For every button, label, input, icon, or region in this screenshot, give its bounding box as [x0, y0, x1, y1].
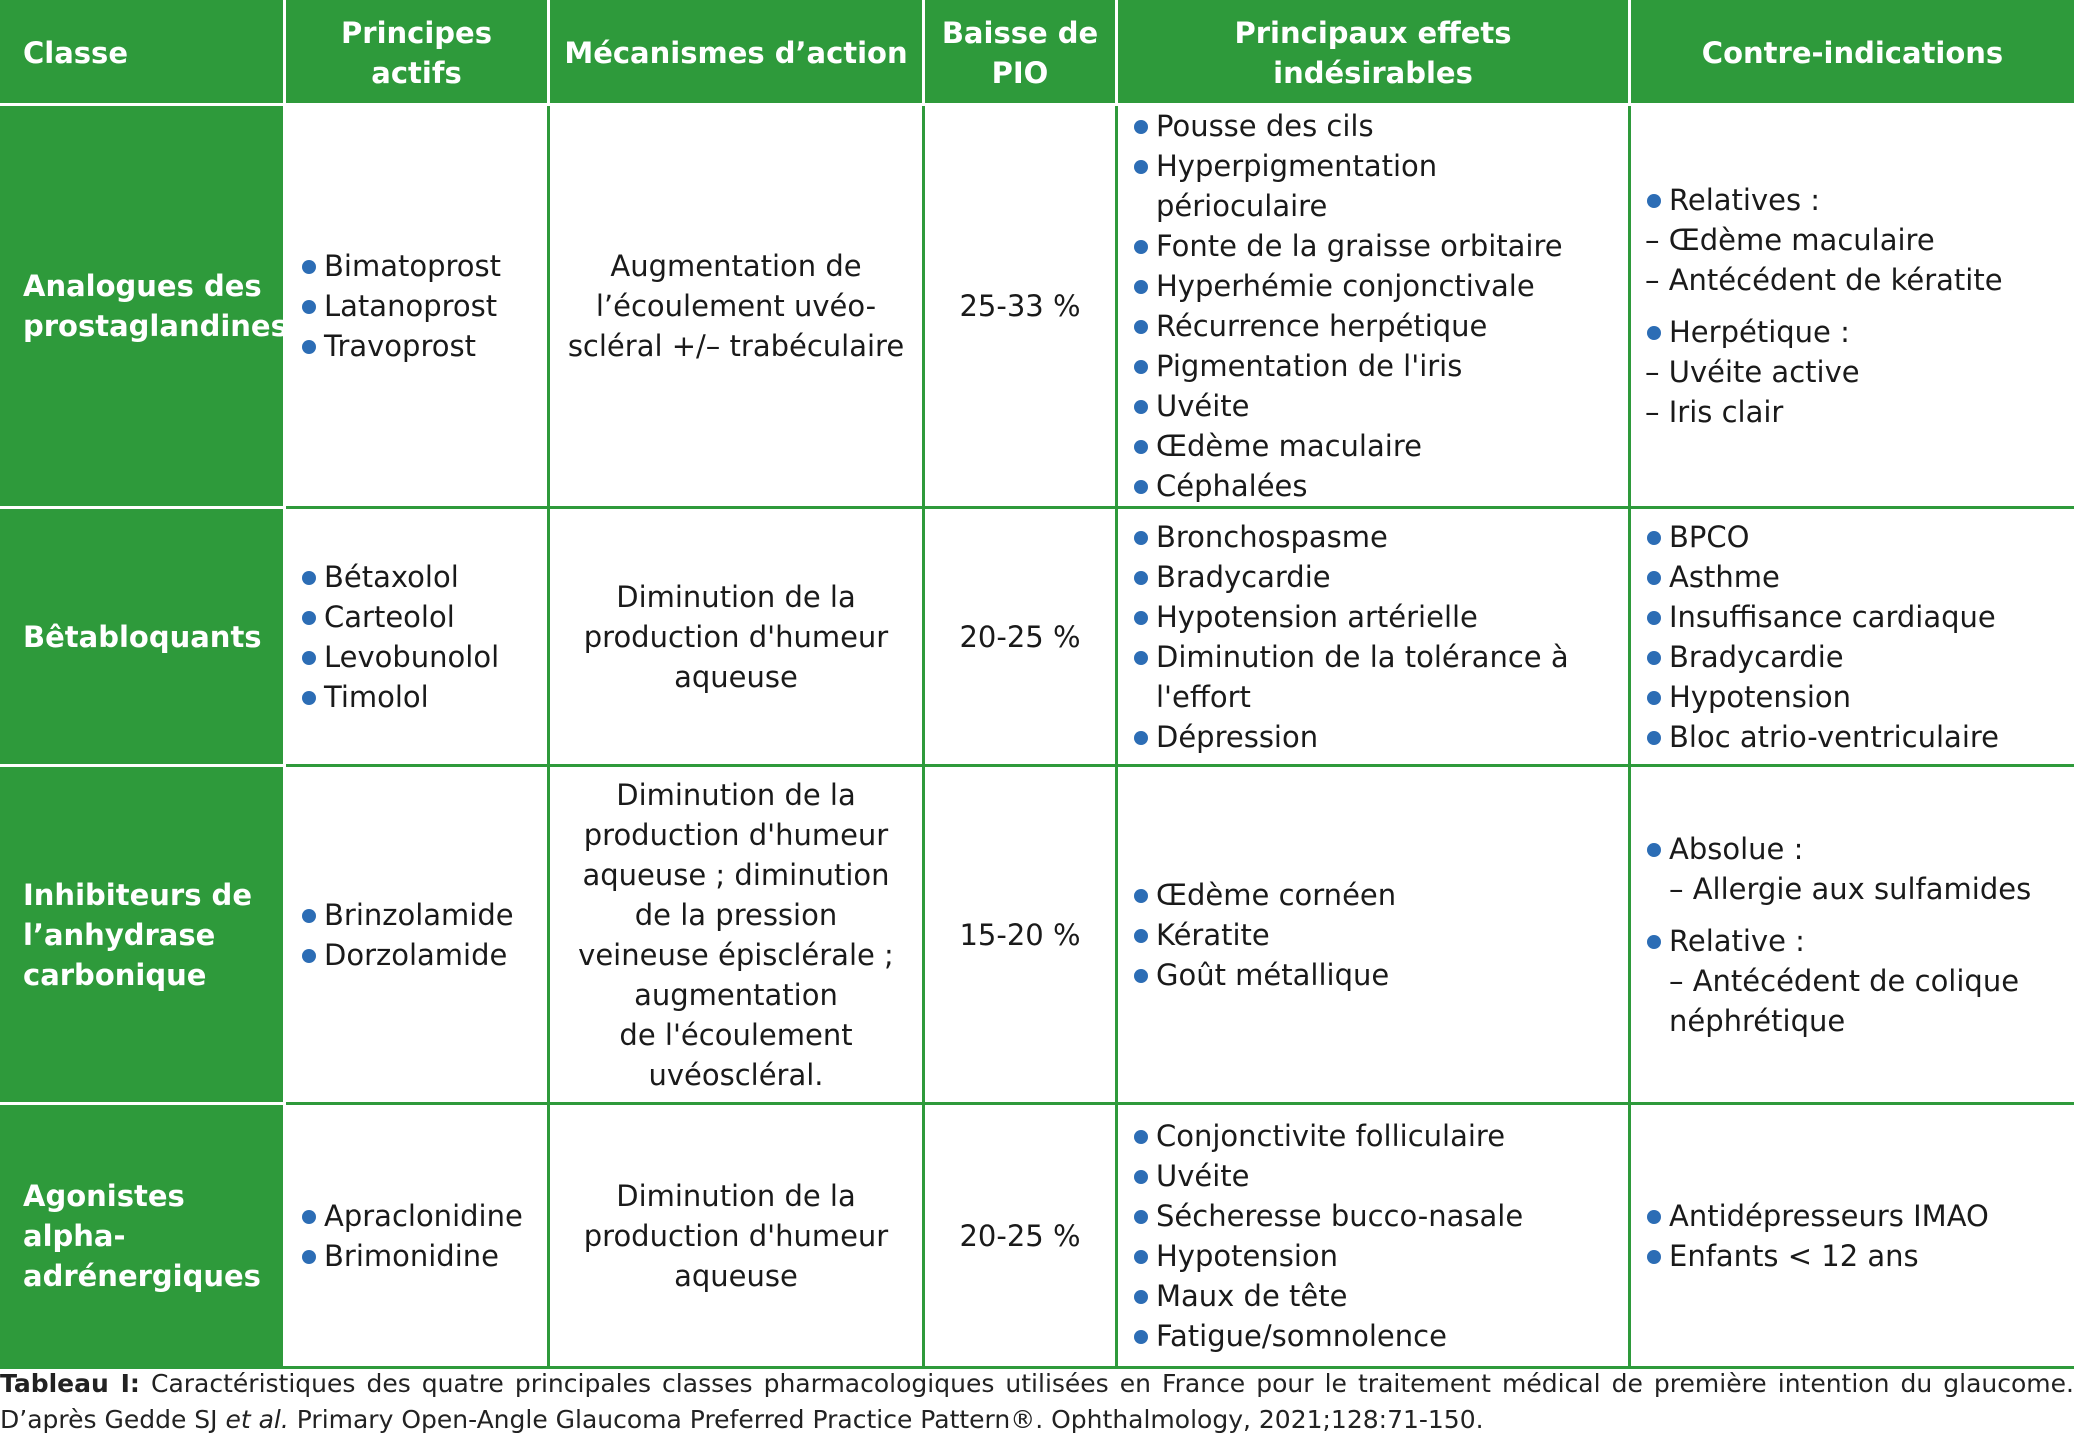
mecanisme-line: uvéoscléral. — [564, 1055, 908, 1095]
bullet-dot-icon — [1647, 843, 1661, 857]
list-item — [300, 557, 533, 597]
effets-list — [1132, 106, 1614, 506]
bullet-dot-icon — [1134, 1170, 1148, 1184]
list-item-text: Kératite — [1156, 918, 1270, 952]
bullet-dot-icon — [1134, 1330, 1148, 1344]
mecanisme-line: production d'humeur — [564, 1216, 908, 1256]
bullet-dot-icon — [1134, 571, 1148, 585]
list-item-text: Bradycardie — [1669, 640, 1844, 674]
mecanisme-cell — [549, 1104, 924, 1368]
list-item-text: Récurrence herpétique — [1156, 309, 1487, 343]
list-item — [1645, 921, 2060, 961]
list-item-text: Bétaxolol — [324, 560, 459, 594]
bullet-dot-icon — [1134, 929, 1148, 943]
bullet-dot-icon — [302, 691, 316, 705]
list-item-text: Uvéite — [1156, 389, 1250, 423]
contre-indications-list — [1645, 1196, 2060, 1276]
effets-list — [1132, 1116, 1614, 1356]
contre-indications-list — [1645, 517, 2060, 757]
list-item-text: Travoprost — [324, 329, 476, 363]
class-name-line: adrénergiques — [23, 1256, 269, 1296]
effets-list — [1132, 517, 1614, 757]
table-row — [2, 1104, 2074, 1368]
bullet-dot-icon — [302, 1210, 316, 1224]
list-item — [300, 637, 533, 677]
contre-group-head: Relatives : — [1669, 183, 1820, 217]
list-item-text: Asthme — [1669, 560, 1780, 594]
contre-indication-group — [1645, 921, 2060, 1041]
contre-group-head-list — [1645, 180, 2060, 220]
class-cell — [2, 105, 285, 508]
list-item — [1645, 677, 2060, 717]
list-item-text: Apraclonidine — [324, 1199, 523, 1233]
mecanisme-line: scléral +/– trabéculaire — [564, 326, 908, 366]
bullet-dot-icon — [1647, 1210, 1661, 1224]
contre-group-item: – Antécédent de kératite — [1645, 260, 2060, 300]
list-item — [1645, 717, 2060, 757]
bullet-dot-icon — [1134, 1210, 1148, 1224]
list-item — [1645, 517, 2060, 557]
principes-actifs-list — [300, 557, 533, 717]
effets-cell — [1117, 105, 1630, 508]
header-row — [2, 2, 2074, 105]
mecanisme-line: production d'humeur — [564, 815, 908, 855]
contre-indications-cell — [1630, 766, 2074, 1104]
contre-group-head-list — [1645, 312, 2060, 352]
class-name-line: carbonique — [23, 955, 269, 995]
list-item-text: Latanoprost — [324, 289, 497, 323]
list-item — [300, 895, 533, 935]
principes-actifs-list — [300, 1196, 533, 1276]
list-item-text: Bloc atrio-ventriculaire — [1669, 720, 1999, 754]
bullet-dot-icon — [1134, 611, 1148, 625]
bullet-dot-icon — [1134, 320, 1148, 334]
list-item-text: Hyperhémie conjonctivale — [1156, 269, 1535, 303]
caption-text-1: Caractéristiques des quatre principales classes pharmacologiques utilisées en France pour le traitement médical de première intention du glaucome. D’après Gedde SJ — [0, 1369, 2074, 1434]
list-item — [1132, 1196, 1614, 1236]
bullet-dot-icon — [1647, 571, 1661, 585]
bullet-dot-icon — [302, 909, 316, 923]
contre-indications-cell — [1630, 105, 2074, 508]
list-item — [1132, 226, 1614, 266]
list-item-text: Goût métallique — [1156, 958, 1389, 992]
mecanisme-cell — [549, 766, 924, 1104]
list-item — [1645, 1196, 2060, 1236]
contre-group-item: néphrétique — [1645, 1001, 2060, 1041]
mecanisme-line: augmentation — [564, 975, 908, 1015]
class-name-line: Agonistes — [23, 1176, 269, 1216]
contre-group-head: Absolue : — [1669, 832, 1803, 866]
bullet-dot-icon — [302, 571, 316, 585]
header-principes-actifs: Principes actifs — [285, 2, 549, 105]
bullet-dot-icon — [302, 260, 316, 274]
contre-indication-group — [1645, 829, 2060, 909]
bullet-dot-icon — [1647, 691, 1661, 705]
bullet-dot-icon — [1134, 240, 1148, 254]
list-item — [1132, 1276, 1614, 1316]
bullet-dot-icon — [1134, 1130, 1148, 1144]
caption-etal: et al. — [225, 1405, 288, 1434]
header-contre-indications: Contre-indications — [1630, 2, 2074, 105]
class-name-line: l’anhydrase — [23, 915, 269, 955]
list-item-text: Timolol — [324, 680, 429, 714]
header-effets: Principaux effets indésirables — [1117, 2, 1630, 105]
list-item — [1132, 1116, 1614, 1156]
bullet-dot-icon — [302, 611, 316, 625]
table-row — [2, 508, 2074, 766]
list-item — [1132, 597, 1614, 637]
list-item-text: Enfants < 12 ans — [1669, 1239, 1919, 1273]
bullet-dot-icon — [302, 300, 316, 314]
list-item — [300, 597, 533, 637]
list-item — [1132, 637, 1614, 717]
list-item — [1132, 517, 1614, 557]
list-item — [1132, 106, 1614, 146]
list-item — [1132, 915, 1614, 955]
contre-group-head: Relative : — [1669, 924, 1805, 958]
list-item — [1132, 386, 1614, 426]
list-item-text: Pigmentation de l'iris — [1156, 349, 1462, 383]
list-item-text: Céphalées — [1156, 469, 1308, 503]
bullet-dot-icon — [1647, 531, 1661, 545]
effets-cell — [1117, 1104, 1630, 1368]
list-item — [1645, 1236, 2060, 1276]
baisse-pio-cell: 20-25 % — [924, 508, 1117, 766]
bullet-dot-icon — [302, 1250, 316, 1264]
list-item — [300, 326, 533, 366]
list-item-text: Brinzolamide — [324, 898, 514, 932]
mecanisme-cell — [549, 508, 924, 766]
caption-label: Tableau I: — [0, 1369, 140, 1398]
bullet-dot-icon — [1134, 731, 1148, 745]
table-row — [2, 105, 2074, 508]
principes-actifs-cell — [285, 105, 549, 508]
bullet-dot-icon — [1647, 326, 1661, 340]
bullet-dot-icon — [1134, 440, 1148, 454]
class-name-line: Bêtabloquants — [23, 617, 269, 657]
list-item-text: Levobunolol — [324, 640, 499, 674]
list-item — [1132, 306, 1614, 346]
bullet-dot-icon — [1134, 120, 1148, 134]
list-item — [1132, 875, 1614, 915]
header-mecanismes: Mécanismes d’action — [549, 2, 924, 105]
baisse-pio-cell: 20-25 % — [924, 1104, 1117, 1368]
list-item — [1132, 955, 1614, 995]
bullet-dot-icon — [1647, 1250, 1661, 1264]
class-name-line: Inhibiteurs de — [23, 875, 269, 915]
class-name-line: prostaglandines — [23, 306, 269, 346]
list-item — [1132, 146, 1614, 226]
list-item-text: Œdème cornéen — [1156, 878, 1396, 912]
bullet-dot-icon — [302, 340, 316, 354]
list-item-text: BPCO — [1669, 520, 1749, 554]
contre-indications-cell — [1630, 508, 2074, 766]
list-item — [1132, 1236, 1614, 1276]
bullet-dot-icon — [1134, 480, 1148, 494]
bullet-dot-icon — [302, 949, 316, 963]
header-classe: Classe — [2, 2, 285, 105]
list-item — [1132, 266, 1614, 306]
list-item-text: Carteolol — [324, 600, 455, 634]
contre-group-item: – Iris clair — [1645, 392, 2060, 432]
bullet-dot-icon — [1647, 731, 1661, 745]
mecanisme-line: Diminution de la — [564, 1176, 908, 1216]
class-cell — [2, 1104, 285, 1368]
list-item-text: Fatigue/somnolence — [1156, 1319, 1447, 1353]
list-item — [300, 286, 533, 326]
bullet-dot-icon — [1134, 360, 1148, 374]
contre-group-item: – Allergie aux sulfamides — [1645, 869, 2060, 909]
list-item-text: Hypotension artérielle — [1156, 600, 1478, 634]
bullet-dot-icon — [1647, 935, 1661, 949]
bullet-dot-icon — [1134, 400, 1148, 414]
bullet-dot-icon — [1134, 889, 1148, 903]
bullet-dot-icon — [302, 651, 316, 665]
list-item-text: Insuffisance cardiaque — [1669, 600, 1996, 634]
list-item — [300, 1236, 533, 1276]
mecanisme-line: de l'écoulement — [564, 1015, 908, 1055]
mecanisme-line: aqueuse ; diminution — [564, 855, 908, 895]
baisse-pio-cell: 15-20 % — [924, 766, 1117, 1104]
bullet-dot-icon — [1647, 651, 1661, 665]
list-item — [1132, 717, 1614, 757]
bullet-dot-icon — [1647, 611, 1661, 625]
contre-group-head-list — [1645, 829, 2060, 869]
list-item — [300, 677, 533, 717]
mecanisme-line: aqueuse — [564, 657, 908, 697]
bullet-dot-icon — [1134, 1290, 1148, 1304]
principes-actifs-list — [300, 895, 533, 975]
header-baisse-pio — [924, 2, 1117, 105]
contre-group-head-list — [1645, 921, 2060, 961]
mecanisme-line: veineuse épisclérale ; — [564, 935, 908, 975]
effets-list — [1132, 875, 1614, 995]
mecanisme-line: de la pression — [564, 895, 908, 935]
list-item-text: Fonte de la graisse orbitaire — [1156, 229, 1563, 263]
contre-indication-group — [1645, 180, 2060, 300]
bullet-dot-icon — [1647, 194, 1661, 208]
mecanisme-line: Augmentation de — [564, 246, 908, 286]
bullet-dot-icon — [1134, 651, 1148, 665]
list-item — [1645, 557, 2060, 597]
list-item-text: Brimonidine — [324, 1239, 499, 1273]
contre-indications-cell — [1630, 1104, 2074, 1368]
contre-group-item: – Antécédent de colique — [1645, 961, 2060, 1001]
contre-group-item: – Œdème maculaire — [1645, 220, 2060, 260]
list-item — [300, 1196, 533, 1236]
mecanisme-line: production d'humeur — [564, 617, 908, 657]
principes-actifs-cell — [285, 508, 549, 766]
list-item-text: Bimatoprost — [324, 249, 501, 283]
bullet-dot-icon — [1134, 531, 1148, 545]
principes-actifs-cell — [285, 1104, 549, 1368]
mecanisme-line: aqueuse — [564, 1256, 908, 1296]
class-cell — [2, 766, 285, 1104]
list-item-text: Hyperpigmentation périoculaire — [1156, 149, 1437, 223]
list-item — [1645, 180, 2060, 220]
table-caption — [0, 1366, 2074, 1438]
list-item-text: Dépression — [1156, 720, 1318, 754]
list-item — [1132, 557, 1614, 597]
mecanisme-cell — [549, 105, 924, 508]
list-item — [1132, 346, 1614, 386]
list-item — [300, 935, 533, 975]
class-name-line: Analogues des — [23, 266, 269, 306]
class-cell — [2, 508, 285, 766]
list-item — [300, 246, 533, 286]
bullet-dot-icon — [1134, 1250, 1148, 1264]
list-item — [1132, 426, 1614, 466]
bullet-dot-icon — [1134, 160, 1148, 174]
list-item — [1645, 312, 2060, 352]
list-item-text: Conjonctivite folliculaire — [1156, 1119, 1505, 1153]
list-item — [1132, 466, 1614, 506]
table-body — [2, 105, 2074, 1368]
contre-indication-group — [1645, 312, 2060, 432]
list-item-text: Hypotension — [1669, 680, 1851, 714]
list-item-text: Uvéite — [1156, 1159, 1250, 1193]
list-item-text: Bradycardie — [1156, 560, 1331, 594]
list-item-text: Hypotension — [1156, 1239, 1338, 1273]
effets-cell — [1117, 508, 1630, 766]
mecanisme-line: l’écoulement uvéo- — [564, 286, 908, 326]
list-item-text: Diminution de la tolérance à l'effort — [1156, 640, 1569, 714]
list-item-text: Dorzolamide — [324, 938, 507, 972]
class-name-line: alpha- — [23, 1216, 269, 1256]
header-baisse-line2: PIO — [939, 53, 1101, 93]
bullet-dot-icon — [1134, 969, 1148, 983]
list-item — [1645, 637, 2060, 677]
contre-group-item: – Uvéite active — [1645, 352, 2060, 392]
effets-cell — [1117, 766, 1630, 1104]
caption-text-2: Primary Open-Angle Glaucoma Preferred Practice Pattern®. Ophthalmology, 2021;128:71-150. — [289, 1405, 1484, 1434]
principes-actifs-cell — [285, 766, 549, 1104]
list-item-text: Maux de tête — [1156, 1279, 1347, 1313]
list-item — [1645, 829, 2060, 869]
list-item-text: Bronchospasme — [1156, 520, 1388, 554]
list-item-text: Pousse des cils — [1156, 109, 1374, 143]
list-item — [1645, 597, 2060, 637]
bullet-dot-icon — [1134, 280, 1148, 294]
list-item-text: Antidépresseurs IMAO — [1669, 1199, 1989, 1233]
list-item — [1132, 1316, 1614, 1356]
principes-actifs-list — [300, 246, 533, 366]
list-item-text: Sécheresse bucco-nasale — [1156, 1199, 1523, 1233]
list-item — [1132, 1156, 1614, 1196]
table-row — [2, 766, 2074, 1104]
header-baisse-line1: Baisse de — [939, 13, 1101, 53]
baisse-pio-cell: 25-33 % — [924, 105, 1117, 508]
contre-group-head: Herpétique : — [1669, 315, 1850, 349]
mecanisme-line: Diminution de la — [564, 577, 908, 617]
list-item-text: Œdème maculaire — [1156, 429, 1422, 463]
mecanisme-line: Diminution de la — [564, 775, 908, 815]
